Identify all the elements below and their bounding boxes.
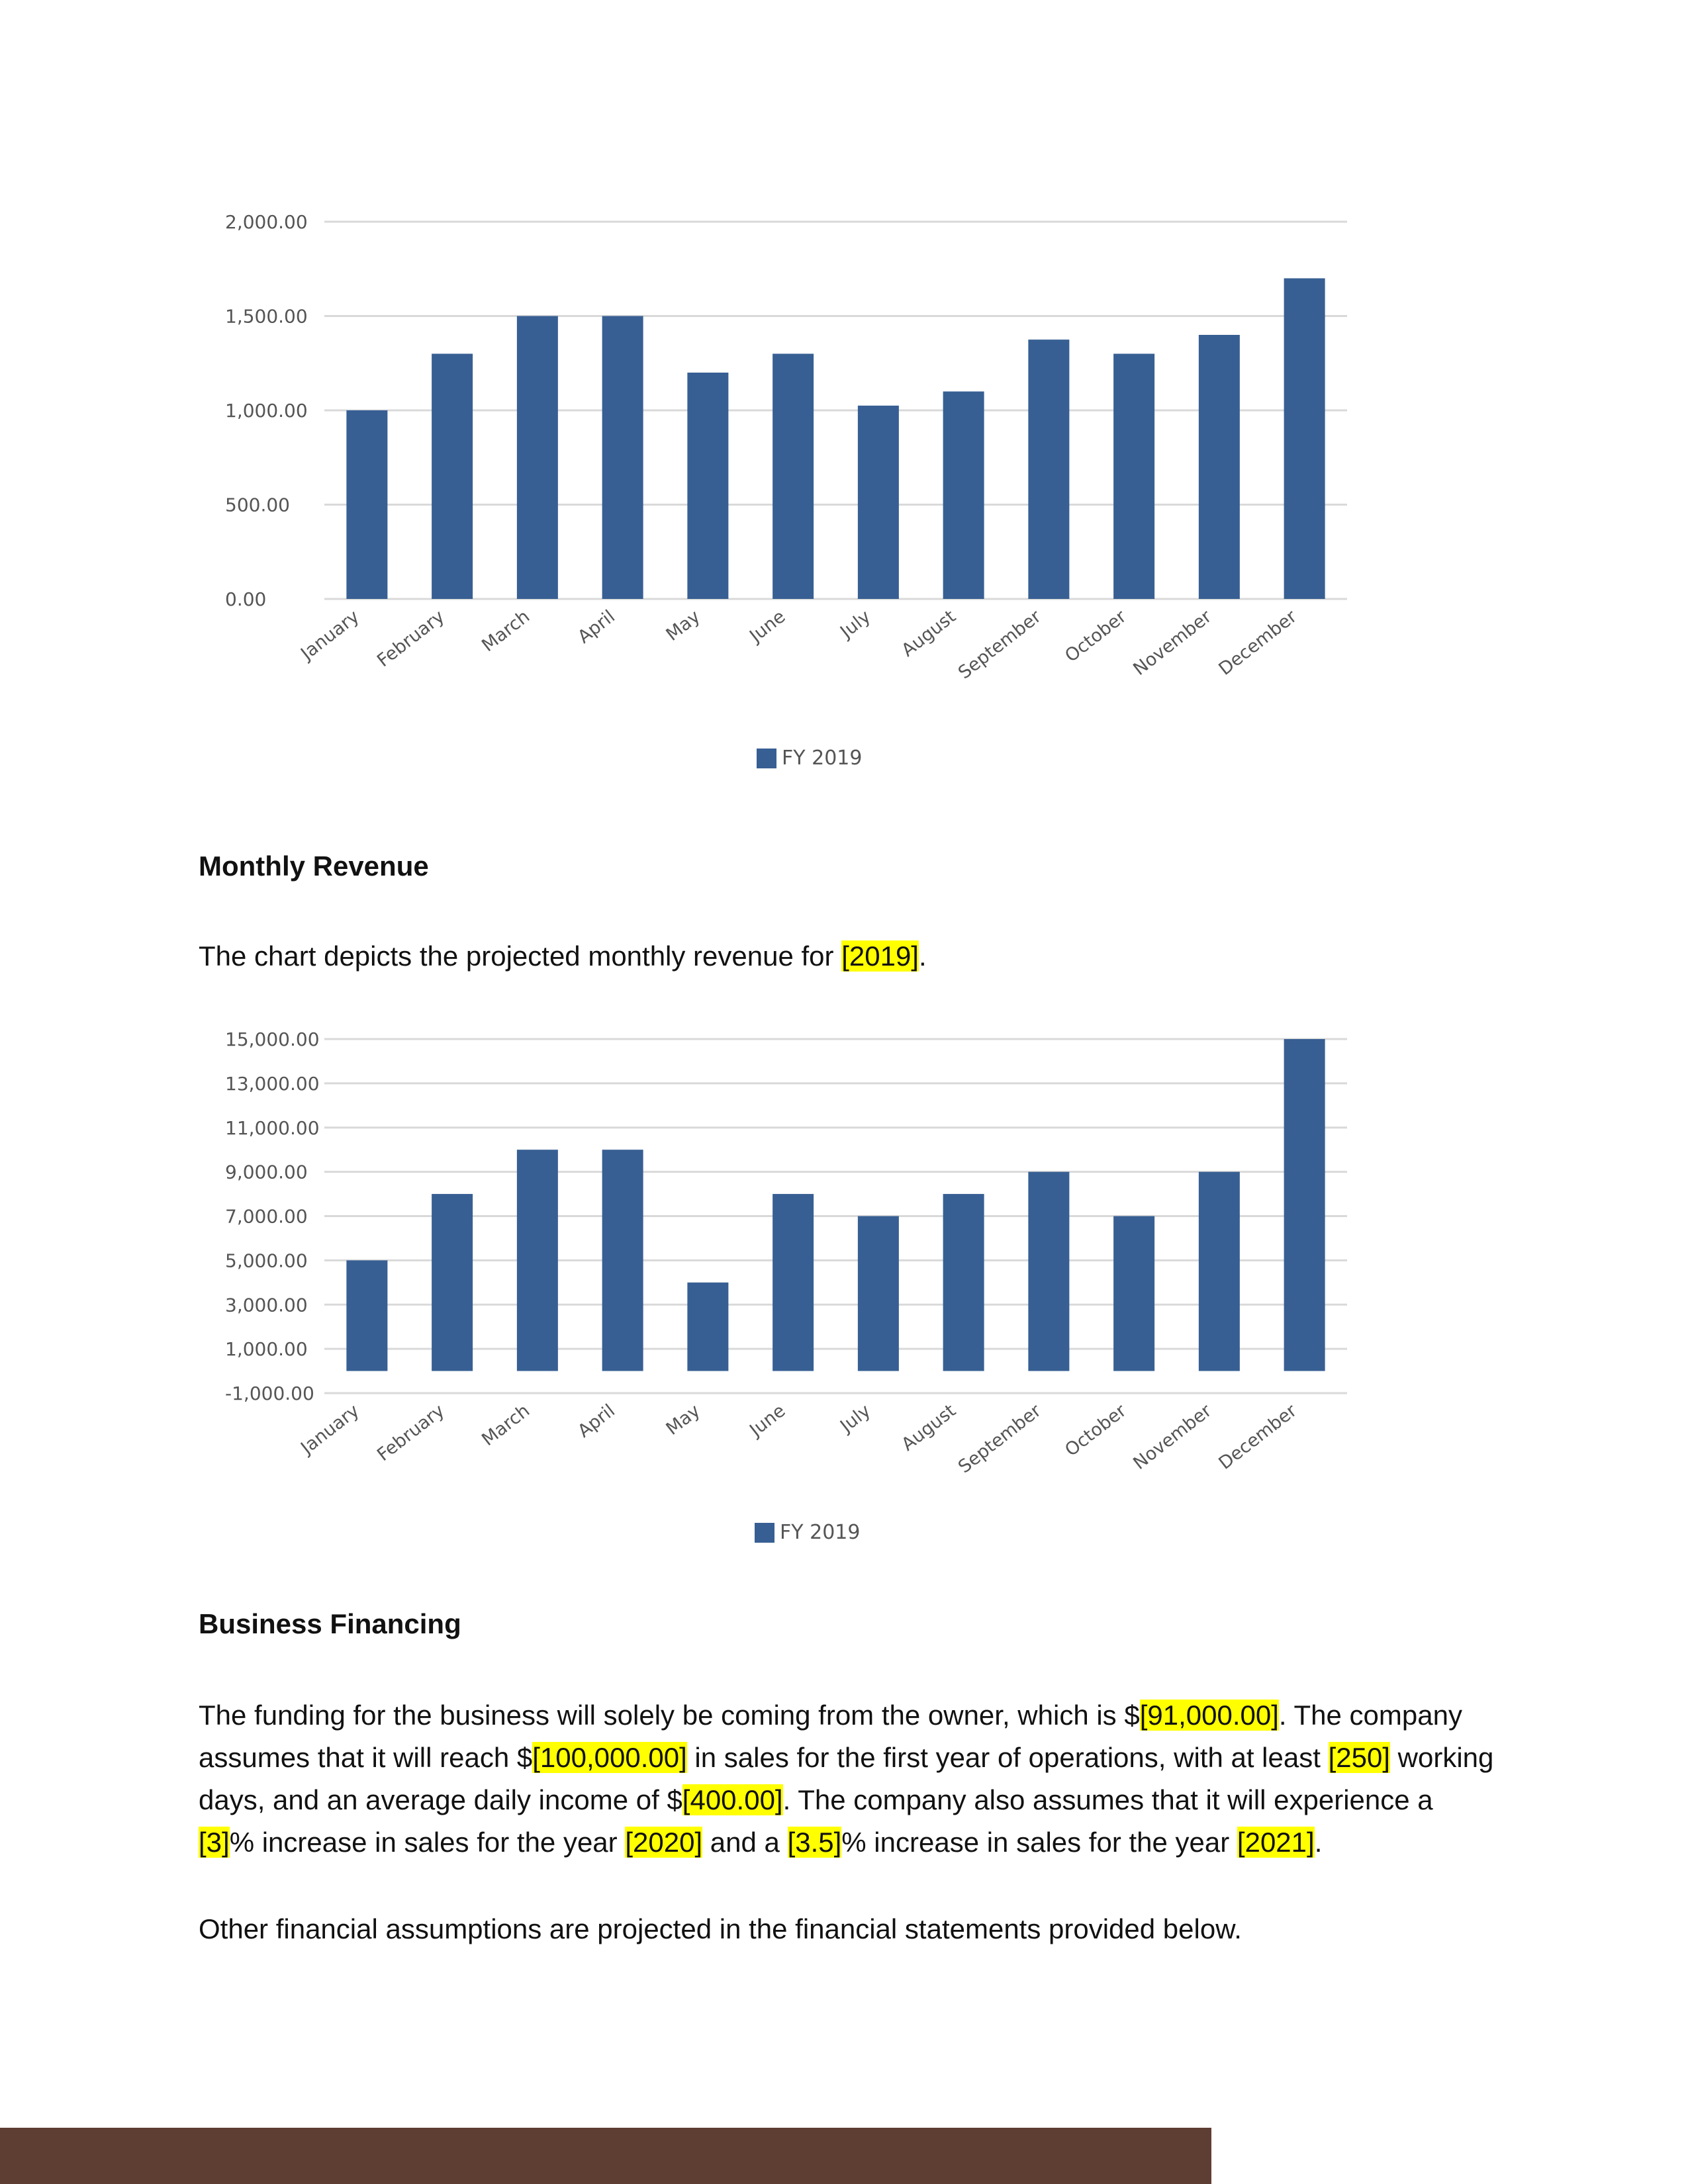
x-tick-label: October xyxy=(1061,606,1131,667)
bar xyxy=(432,1194,473,1371)
y-tick-label: 5,000.00 xyxy=(225,1250,308,1272)
text-run: . The company also assumes that it will experience a xyxy=(782,1784,1433,1815)
y-tick-label: 1,500.00 xyxy=(225,305,308,328)
legend-label: FY 2019 xyxy=(782,747,863,770)
legend-label: FY 2019 xyxy=(780,1521,861,1544)
text-run: . xyxy=(918,940,927,972)
bar xyxy=(517,316,558,600)
x-tick-label: January xyxy=(297,606,363,664)
text-run: . xyxy=(1314,1827,1323,1858)
y-tick-label: 11,000.00 xyxy=(225,1116,320,1139)
highlighted-value: [100,000.00] xyxy=(532,1742,687,1773)
x-tick-label: March xyxy=(478,606,534,657)
x-tick-label: August xyxy=(898,606,960,661)
y-tick-label: 1,000.00 xyxy=(225,1338,308,1361)
bar xyxy=(858,406,899,599)
text-run: in sales for the first year of operations, with at least xyxy=(686,1742,1329,1773)
bar xyxy=(602,1150,643,1371)
highlighted-value: [3.5] xyxy=(787,1827,842,1858)
highlighted-value: [91,000.00] xyxy=(1139,1700,1279,1731)
highlighted-value: [3] xyxy=(199,1827,230,1858)
business-financing-paragraph xyxy=(199,1694,1496,1864)
bar xyxy=(1284,279,1325,600)
x-tick-label: December xyxy=(1215,1400,1301,1474)
bar xyxy=(432,354,473,600)
bar xyxy=(687,373,728,599)
x-tick-label: November xyxy=(1129,606,1216,680)
chart-1-legend xyxy=(757,747,862,770)
monthly-revenue-chart xyxy=(199,1028,1390,1509)
bar xyxy=(858,1216,899,1371)
text-run: % increase in sales for the year xyxy=(229,1827,626,1858)
bar xyxy=(773,354,814,600)
y-tick-label: 0.00 xyxy=(225,588,267,610)
x-tick-label: January xyxy=(297,1400,363,1459)
other-assumptions-paragraph: Other financial assumptions are projected in the financial statements provided below. xyxy=(199,1913,1242,1944)
bar xyxy=(1028,1172,1069,1371)
chart-1-svg xyxy=(199,199,1390,741)
bar xyxy=(773,1194,814,1371)
y-tick-label: 7,000.00 xyxy=(225,1205,308,1228)
y-tick-label: -1,000.00 xyxy=(225,1383,314,1404)
highlighted-year: [2019] xyxy=(841,940,919,972)
chart-2-legend xyxy=(755,1521,860,1544)
text-run: . The company assumes that it will reach $ xyxy=(199,1700,1462,1773)
x-tick-label: June xyxy=(746,1400,790,1441)
bar xyxy=(1113,354,1154,600)
x-tick-label: September xyxy=(954,606,1045,684)
bar xyxy=(346,1260,387,1371)
y-tick-label: 2,000.00 xyxy=(225,211,308,233)
highlighted-value: [400.00] xyxy=(682,1784,783,1815)
footer-bar xyxy=(0,2128,1211,2184)
x-tick-label: November xyxy=(1129,1400,1216,1474)
bar xyxy=(1028,340,1069,599)
x-tick-label: July xyxy=(836,1400,875,1437)
highlighted-value: [2020] xyxy=(625,1827,703,1858)
legend-swatch xyxy=(755,1523,774,1543)
bar xyxy=(943,392,984,600)
x-tick-label: February xyxy=(373,1400,449,1466)
x-tick-label: March xyxy=(478,1400,534,1451)
x-tick-label: August xyxy=(898,1400,960,1455)
bar xyxy=(1199,335,1240,599)
x-tick-label: June xyxy=(746,606,790,647)
bar xyxy=(1284,1039,1325,1371)
x-tick-label: October xyxy=(1061,1400,1131,1461)
chart-2-svg xyxy=(199,1028,1390,1509)
bar xyxy=(517,1150,558,1371)
business-financing-heading: Business Financing xyxy=(199,1608,461,1639)
legend-swatch xyxy=(757,749,776,768)
bar xyxy=(1113,1216,1154,1371)
y-tick-label: 9,000.00 xyxy=(225,1161,308,1183)
bar xyxy=(346,410,387,599)
x-tick-label: December xyxy=(1215,606,1301,680)
bar xyxy=(687,1283,728,1371)
y-tick-label: 500.00 xyxy=(225,494,290,516)
y-tick-label: 13,000.00 xyxy=(225,1072,320,1095)
y-tick-label: 1,000.00 xyxy=(225,400,308,422)
highlighted-value: [250] xyxy=(1328,1742,1390,1773)
x-tick-label: February xyxy=(373,606,449,672)
x-tick-label: May xyxy=(662,606,704,645)
y-tick-label: 3,000.00 xyxy=(225,1294,308,1316)
text-run: working days, and an average daily income of $ xyxy=(199,1742,1494,1815)
bar xyxy=(1199,1172,1240,1371)
x-tick-label: April xyxy=(574,1400,619,1442)
monthly-revenue-text xyxy=(199,935,1496,978)
x-tick-label: April xyxy=(574,606,619,648)
text-run: and a xyxy=(702,1827,788,1858)
text-run: % increase in sales for the year xyxy=(841,1827,1237,1858)
highlighted-value: [2021] xyxy=(1237,1827,1315,1858)
x-tick-label: September xyxy=(954,1400,1045,1478)
x-tick-label: July xyxy=(836,606,875,643)
text-run: The funding for the business will solely be coming from the owner, which is $ xyxy=(199,1700,1140,1731)
x-tick-label: May xyxy=(662,1400,704,1439)
daily-sales-chart xyxy=(199,199,1390,741)
y-tick-label: 15,000.00 xyxy=(225,1028,320,1050)
bar xyxy=(943,1194,984,1371)
monthly-revenue-heading: Monthly Revenue xyxy=(199,850,429,882)
bar xyxy=(602,316,643,600)
text-run: The chart depicts the projected monthly revenue for xyxy=(199,940,842,972)
